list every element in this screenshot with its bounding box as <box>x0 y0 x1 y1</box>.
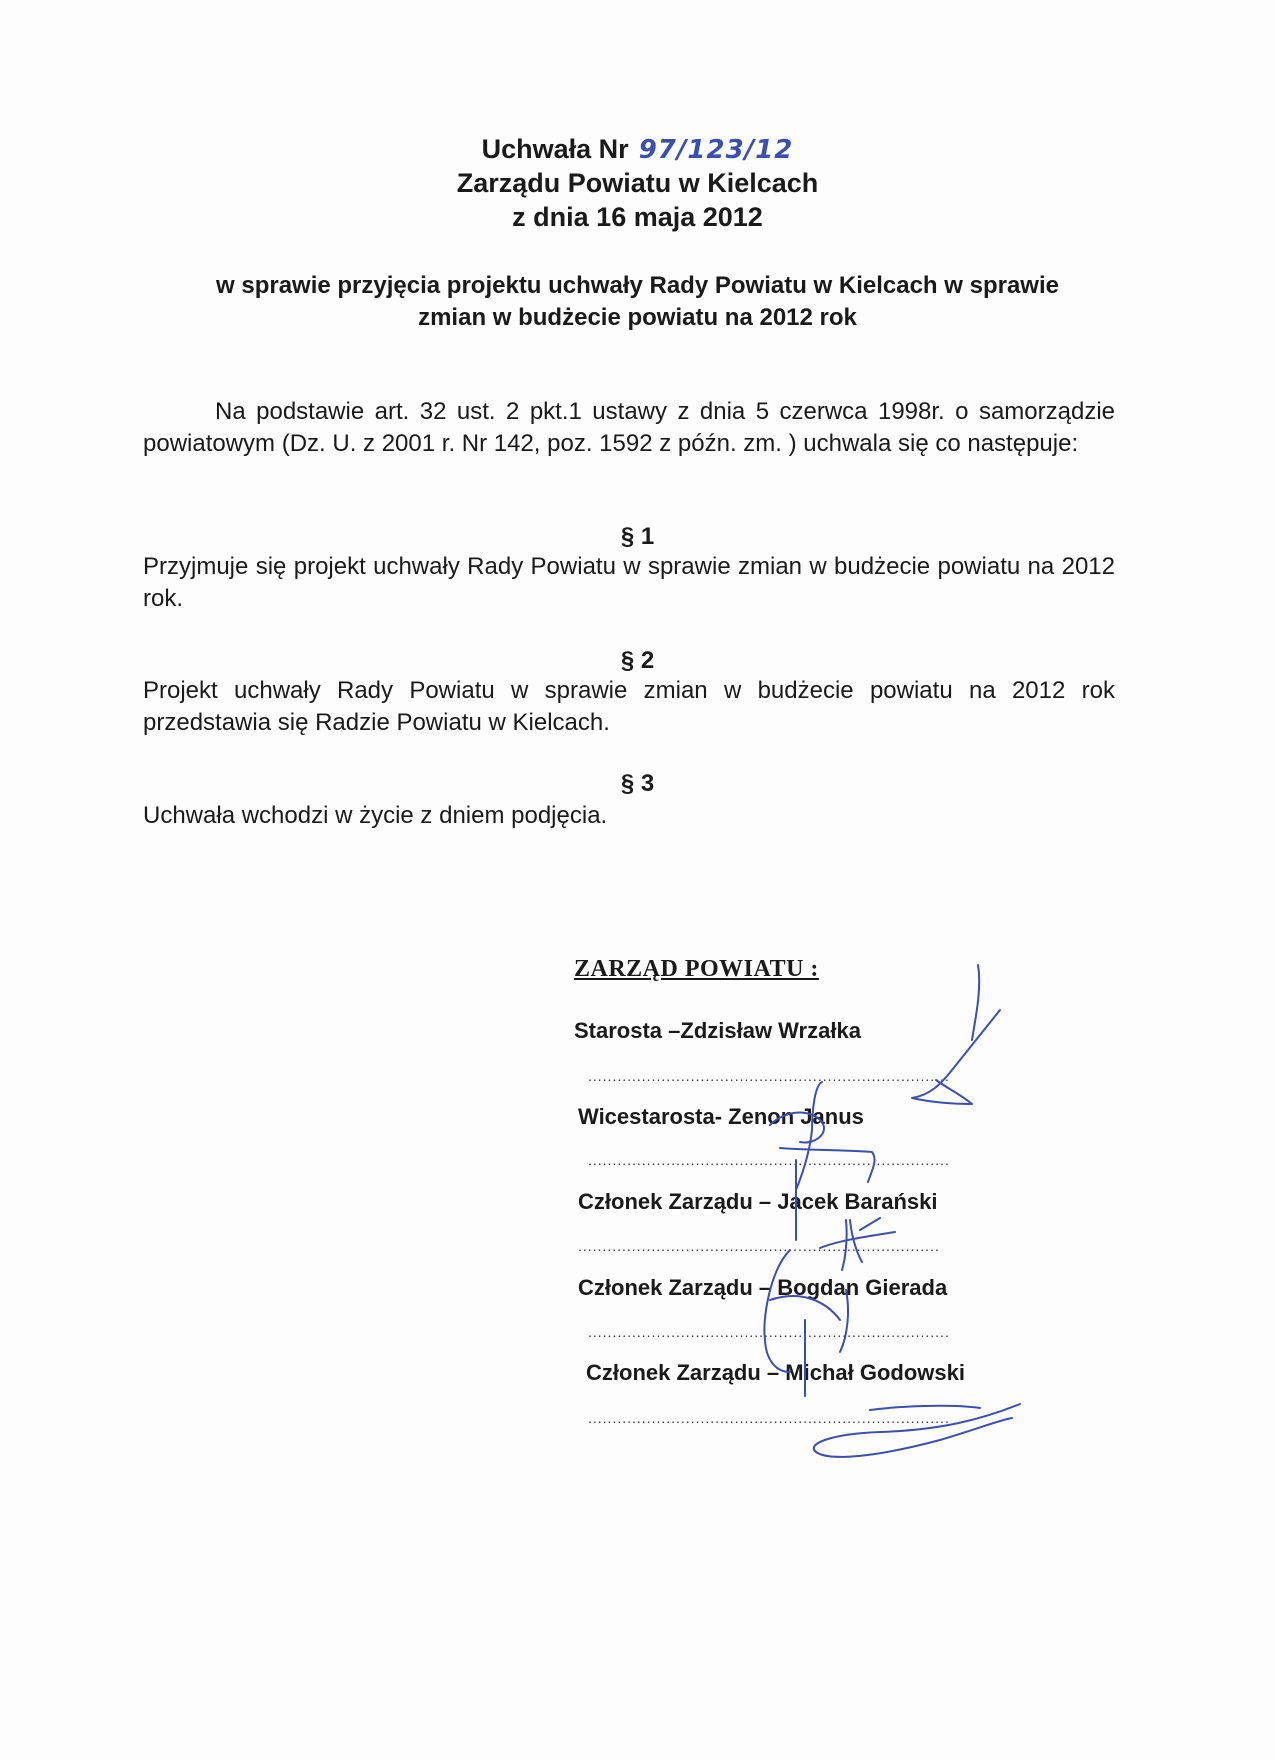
signatures-heading: ZARZĄD POWIATU : <box>574 956 819 982</box>
section-3-mark: § 3 <box>620 770 655 797</box>
preamble-paragraph <box>143 396 1115 460</box>
section-2-mark: § 2 <box>620 647 655 674</box>
signature-line-3: .......................................................................... <box>578 1238 940 1254</box>
signer-4: Członek Zarządu – Bogdan Gierada <box>578 1275 948 1300</box>
signer-3: Członek Zarządu – Jacek Barański <box>578 1189 938 1214</box>
resolution-subject <box>0 270 1275 334</box>
signer-2: Wicestarosta- Zenon Janus <box>578 1104 864 1129</box>
resolution-date: z dnia 16 maja 2012 <box>512 202 763 232</box>
section-3-text: Uchwała wchodzi w życie z dniem podjęcia. <box>143 802 608 829</box>
section-1-text: Przyjmuje się projekt uchwały Rady Powiatu w sprawie zmian w budżecie powiatu na 2012 rok. <box>143 553 1115 612</box>
signature-line-5: .......................................................................... <box>588 1410 950 1426</box>
signature-line-1: .......................................................................... <box>588 1068 950 1084</box>
section-1-mark: § 1 <box>620 523 655 550</box>
title-prefix: Uchwała Nr <box>481 134 629 164</box>
issuer: Zarządu Powiatu w Kielcach <box>456 168 819 198</box>
signature-line-4: .......................................................................... <box>588 1324 950 1340</box>
signer-1: Starosta –Zdzisław Wrzałka <box>574 1018 861 1043</box>
preamble-text: Na podstawie art. 32 ust. 2 pkt.1 ustawy z dnia 5 czerwca 1998r. o samorządzie powiatowym (Dz. U. z 2001 r. Nr 142, poz. 1592 z późn. zm. ) uchwala się co następuje: <box>143 398 1115 457</box>
signature-line-2: .......................................................................... <box>588 1152 950 1168</box>
subject-line-1: w sprawie przyjęcia projektu uchwały Rady Powiatu w Kielcach w sprawie <box>216 272 1059 299</box>
signer-5: Członek Zarządu – Michał Godowski <box>586 1360 965 1385</box>
section-2-text: Projekt uchwały Rady Powiatu w sprawie zmian w budżecie powiatu na 2012 rok przedstawia się Radzie Powiatu w Kielcach. <box>143 677 1115 736</box>
resolution-title <box>0 132 1275 167</box>
handwritten-number: 97/123/12 <box>638 135 794 165</box>
subject-line-2: zmian w budżecie powiatu na 2012 rok <box>418 304 857 331</box>
